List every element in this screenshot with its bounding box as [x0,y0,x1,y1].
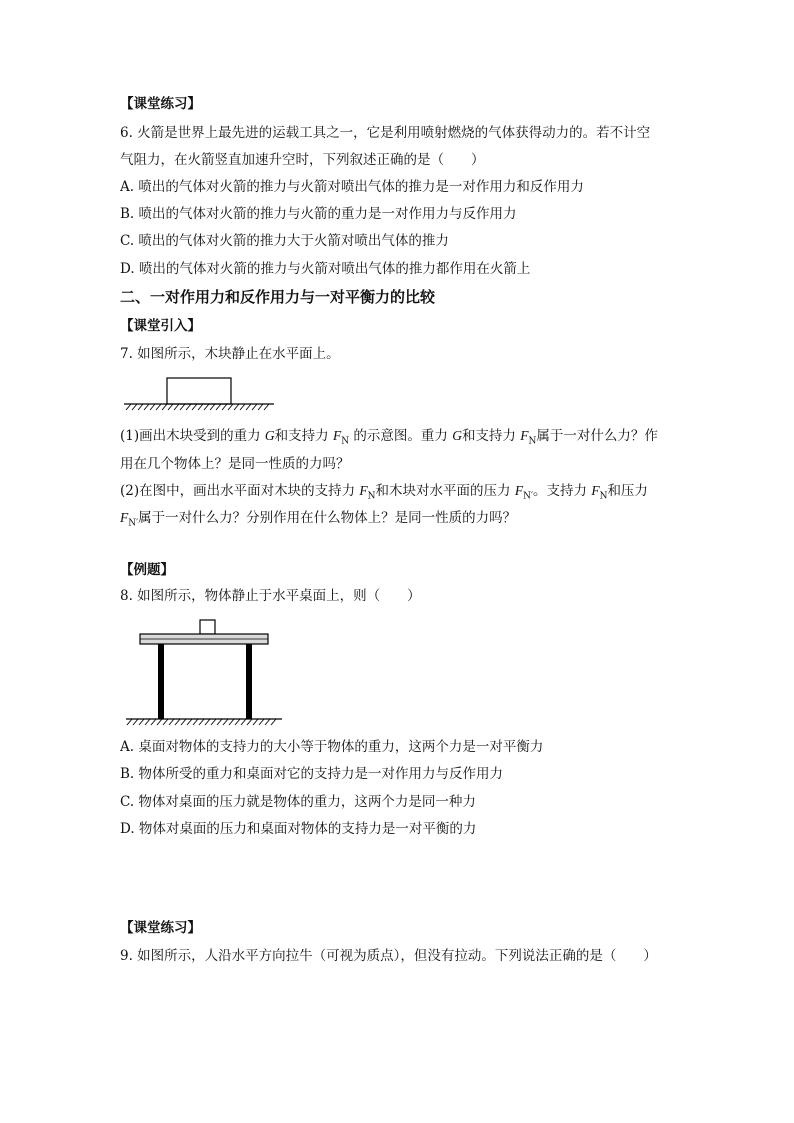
q6-option-c: C. 喷出的气体对火箭的推力大于火箭对喷出气体的推力 [120,233,449,249]
q8-option-a: A. 桌面对物体的支持力的大小等于物体的重力，这两个力是一对平衡力 [120,739,544,755]
q6-option-a: A. 喷出的气体对火箭的推力与火箭对喷出气体的推力是一对作用力和反作用力 [120,179,584,195]
q6-option-b: B. 喷出的气体对火箭的推力与火箭的重力是一对作用力与反作用力 [120,206,517,222]
q6-stem-line2: 气阻力，在火箭竖直加速升空时，下列叙述正确的是（ ） [120,152,485,168]
q8-stem: 8. 如图所示，物体静止于水平桌面上，则（ ） [120,588,421,604]
object-on-table-figure [122,616,292,730]
q7-part2-line2: $F_{N'}$属于一对什么力？分别作用在什么物体上？是同一性质的力吗？ [120,510,517,529]
practice-label-2: 【课堂练习】 [120,920,201,936]
q8-option-c: C. 物体对桌面的压力就是物体的重力，这两个力是同一种力 [120,794,476,810]
q7-part2-line1: (2)在图中，画出水平面对木块的支持力 $F_N$和木块对水平面的压力 $F_{N'}$。支持力 $F_N$和压力 [120,483,648,502]
practice-label: 【课堂练习】 [120,96,201,112]
intro-label: 【课堂引入】 [120,318,201,334]
q7-stem: 7. 如图所示，木块静止在水平面上。 [120,346,340,362]
section-heading: 二、一对作用力和反作用力与一对平衡力的比较 [120,288,436,306]
q7-part1-line2: 用在几个物体上？是同一性质的力吗？ [120,456,350,472]
q8-option-d: D. 物体对桌面的压力和桌面对物体的支持力是一对平衡的力 [120,821,477,837]
q6-stem-line1: 6. 火箭是世界上最先进的运载工具之一，它是利用喷射燃烧的气体获得动力的。若不计空 [120,125,651,141]
example-label: 【例题】 [120,562,174,578]
q8-option-b: B. 物体所受的重力和桌面对它的支持力是一对作用力与反作用力 [120,766,504,782]
q6-option-d: D. 喷出的气体对火箭的推力与火箭对喷出气体的推力都作用在火箭上 [120,261,531,277]
block-on-surface-figure [122,376,282,412]
q9-stem: 9. 如图所示，人沿水平方向拉牛（可视为质点），但没有拉动。下列说法正确的是（ ） [120,948,657,964]
q7-part1-line1: (1)画出木块受到的重力 G和支持力 $F_N$ 的示意图。重力 G和支持力 $F_N$属于一对什么力？作 [120,428,658,447]
